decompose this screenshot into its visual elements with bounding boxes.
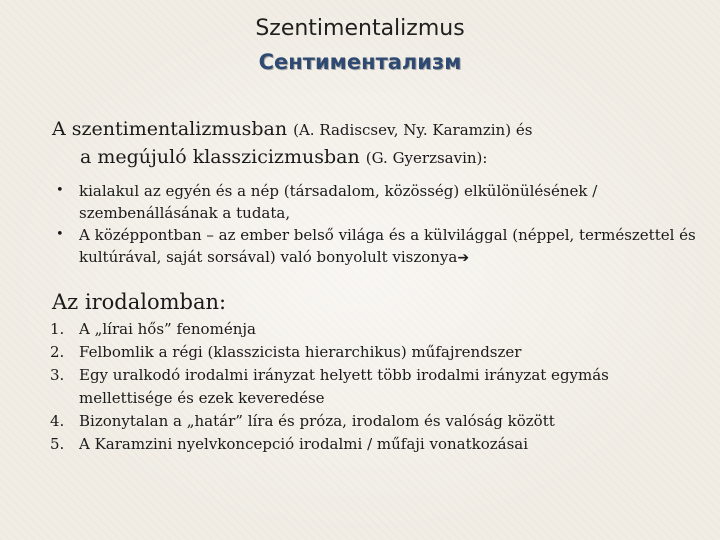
numbered-item [50,364,700,410]
item-text: Felbomlik a régi (klasszicista hierarchikus) műfajrendszer [79,343,522,361]
intro-line-2-small: (G. Gyerzsavin): [365,149,488,167]
bullet-icon: • [56,183,64,198]
bullet-item [52,224,702,269]
bullet-icon: • [56,227,64,242]
slide-subtitle: Сентиментализм [258,50,462,74]
item-number: 5. [50,435,65,453]
arrow-right-icon: ➔ [457,250,470,266]
intro-line-2-main: a megújuló klasszicizmusban [80,146,360,168]
item-text: Egy uralkodó irodalmi irányzat helyett több irodalmi irányzat egymás mellettisége és ezek keveredése [79,366,609,407]
bullet-text: kialakul az egyén és a nép (társadalom, közösség) elkülönülésének / szembenállásának a tudata, [79,182,598,222]
slide-title: Szentimentalizmus [255,16,465,41]
intro-line-1 [52,116,692,144]
bullet-text: A középpontban – az ember belső világa és a külvilággal (néppel, természettel és kultúrával, saját sorsával) való bonyolult viszonya [79,226,696,266]
bullet-item [52,180,702,224]
item-number: 2. [50,343,65,361]
numbered-item [50,410,700,433]
numbered-list [50,318,700,456]
intro-paragraph [52,116,692,172]
intro-line-2 [52,144,692,172]
item-text: A „lírai hős” fenoménja [79,320,256,338]
item-number: 3. [50,366,65,384]
section-heading: Az irodalomban: [52,290,227,314]
numbered-item [50,433,700,456]
intro-line-1-small: (A. Radiscsev, Ny. Karamzin) és [293,121,533,139]
item-number: 1. [50,320,65,338]
intro-line-1-main: A szentimentalizmusban [52,118,288,140]
item-number: 4. [50,412,65,430]
numbered-item [50,318,700,341]
item-text: Bizonytalan a „határ” líra és próza, irodalom és valóság között [79,412,555,430]
numbered-item [50,341,700,364]
bullet-list [52,180,702,269]
item-text: A Karamzini nyelvkoncepció irodalmi / műfaji vonatkozásai [79,435,529,453]
